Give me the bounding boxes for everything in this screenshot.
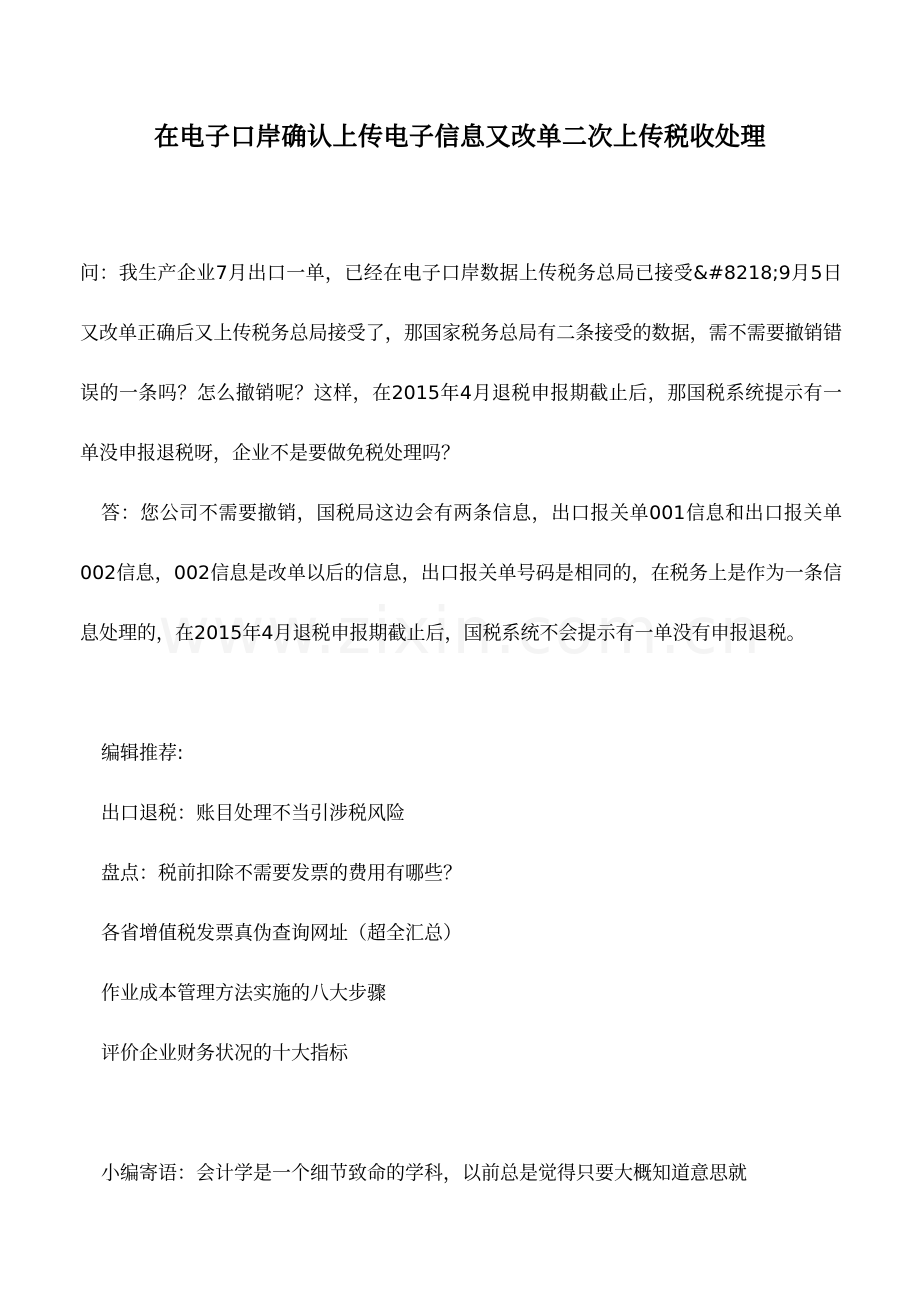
recommend-item-5: 评价企业财务状况的十大指标	[101, 1042, 349, 1064]
editor-note-paragraph: 小编寄语：会计学是一个细节致命的学科，以前总是觉得只要大概知道意思就	[101, 1162, 748, 1184]
question-paragraph: 问：我生产企业7月出口一单，已经在电子口岸数据上传税务总局已接受&#8218;9月5日又改单正确后又上传税务总局接受了，那国家税务总局有二条接受的数据，需不需要撤销错误的一条吗？怎么撤销呢？这样，在2015年4月退税申报期截止后，那国税系统提示有一单没申报退税呀，企业不是要做免税处理吗？	[80, 262, 842, 464]
recommend-item-4: 作业成本管理方法实施的八大步骤	[101, 982, 387, 1004]
recommend-item-3: 各省增值税发票真伪查询网址（超全汇总）	[101, 922, 463, 944]
answer-paragraph: 答：您公司不需要撤销，国税局这边会有两条信息，出口报关单001信息和出口报关单002信息，002信息是改单以后的信息，出口报关单号码是相同的，在税务上是作为一条信息处理的，在2015年4月退税申报期截止后，国税系统不会提示有一单没有申报退税。	[80, 502, 842, 644]
recommend-section	[101, 723, 841, 1083]
recommend-label: 编辑推荐:	[101, 742, 184, 764]
recommend-item-1: 出口退税：账目处理不当引涉税风险	[101, 802, 406, 824]
document-title: 在电子口岸确认上传电子信息又改单二次上传税收处理	[153, 122, 766, 151]
recommend-item-2: 盘点：税前扣除不需要发票的费用有哪些？	[101, 862, 463, 884]
